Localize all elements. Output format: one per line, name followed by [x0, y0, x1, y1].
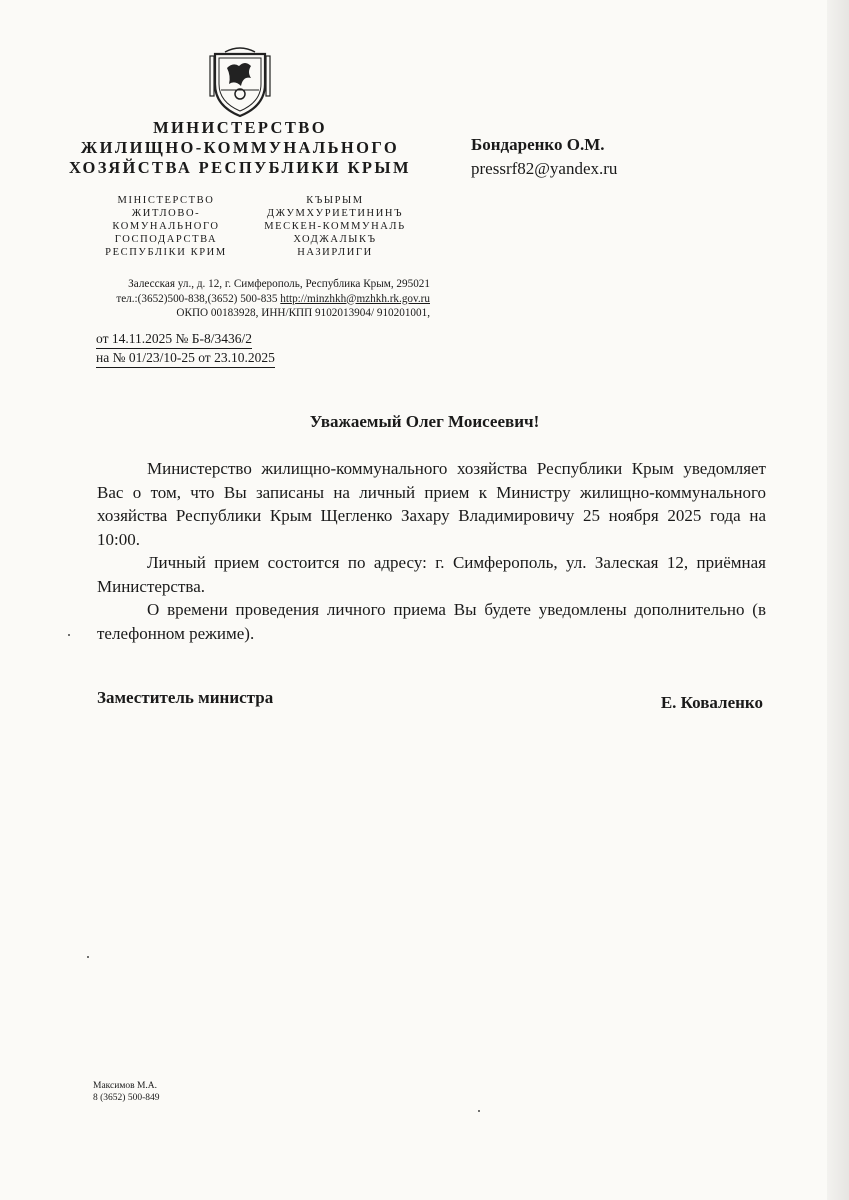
ministry-name-crh — [245, 194, 425, 259]
executor-name: Максимов М.А. — [93, 1081, 158, 1091]
ministry-ru-line-2: ЖИЛИЩНО-КОММУНАЛЬНОГО — [80, 138, 400, 157]
signature-block — [97, 688, 763, 712]
ministry-name-ua — [90, 194, 242, 259]
crimea-coat-of-arms-icon — [207, 46, 273, 118]
executor-phone: 8 (3652) 500-849 — [93, 1093, 160, 1103]
scan-speck — [87, 956, 89, 958]
ministry-crh-line-4: ХОДЖАЛЫКЪ — [293, 234, 377, 245]
scan-speck — [478, 1110, 480, 1112]
recipient-email: pressrf82@yandex.ru — [471, 159, 618, 178]
body-paragraph: Личный прием состоится по адресу: г. Симферополь, ул. Залеская 12, приёмная Министерства. — [97, 553, 766, 596]
recipient-block — [471, 133, 801, 181]
phones-text: тел.:(3652)500-838,(3652) 500-835 — [116, 292, 281, 305]
ministry-name-ru — [40, 118, 440, 178]
address-line: Залесская ул., д. 12, г. Симферополь, Республика Крым, 295021 — [128, 278, 430, 290]
ministry-ua-line-3: КОМУНАЛЬНОГО — [112, 221, 220, 232]
salutation: Уважаемый Олег Моисеевич! — [309, 412, 540, 431]
outgoing-date-number: от 14.11.2025 № Б-8/3436/2 — [96, 330, 252, 349]
ministry-ua-line-1: МІНІСТЕРСТВО — [117, 195, 215, 206]
signatory-position: Заместитель министра — [97, 688, 274, 707]
codes-line: ОКПО 00183928, ИНН/КПП 9102013904/ 910201001, — [176, 307, 430, 319]
outgoing-reference — [96, 330, 336, 368]
ministry-ua-line-4: ГОСПОДАРСТВА — [114, 234, 218, 245]
phones-line — [50, 292, 430, 307]
website-link[interactable]: http://minzhkh@mzhkh.rk.gov.ru — [280, 292, 430, 305]
recipient-name: Бондаренко О.М. — [471, 135, 605, 154]
letterhead-address — [50, 277, 430, 321]
body-paragraph: О времени проведения личного приема Вы будете уведомлены дополнительно (в телефонном режиме). — [97, 600, 766, 643]
ministry-crh-line-2: ДЖУМХУРИЕТИНИНЪ — [266, 208, 404, 219]
ministry-crh-line-1: КЪЫРЫМ — [306, 195, 364, 206]
ministry-crh-line-3: МЕСКЕН-КОММУНАЛЬ — [264, 221, 406, 232]
ministry-ua-line-2: ЖИТЛОВО- — [131, 208, 201, 219]
letter-body — [97, 457, 766, 645]
executor-info — [93, 1080, 293, 1104]
ministry-crh-line-5: НАЗИРЛИГИ — [297, 247, 373, 258]
scan-speck — [68, 634, 70, 636]
signatory-name: Е. Коваленко — [660, 693, 763, 712]
ministry-ua-line-5: РЕСПУБЛІКИ КРИМ — [105, 247, 227, 258]
body-paragraph: Министерство жилищно-коммунального хозяйства Республики Крым уведомляет Вас о том, что Вы записаны на личный прием к Министру жилищно-коммунального хозяйства Республики Крым Щегленко Захару Владимировичу 25 ноября 2025 года на 10:00. — [97, 459, 766, 549]
ministry-ru-line-1: МИНИСТЕРСТВО — [153, 118, 327, 137]
incoming-reference: на № 01/23/10-25 от 23.10.2025 — [96, 349, 275, 368]
page-edge-shadow — [827, 0, 849, 1200]
ministry-ru-line-3: ХОЗЯЙСТВА РЕСПУБЛИКИ КРЫМ — [69, 158, 411, 177]
